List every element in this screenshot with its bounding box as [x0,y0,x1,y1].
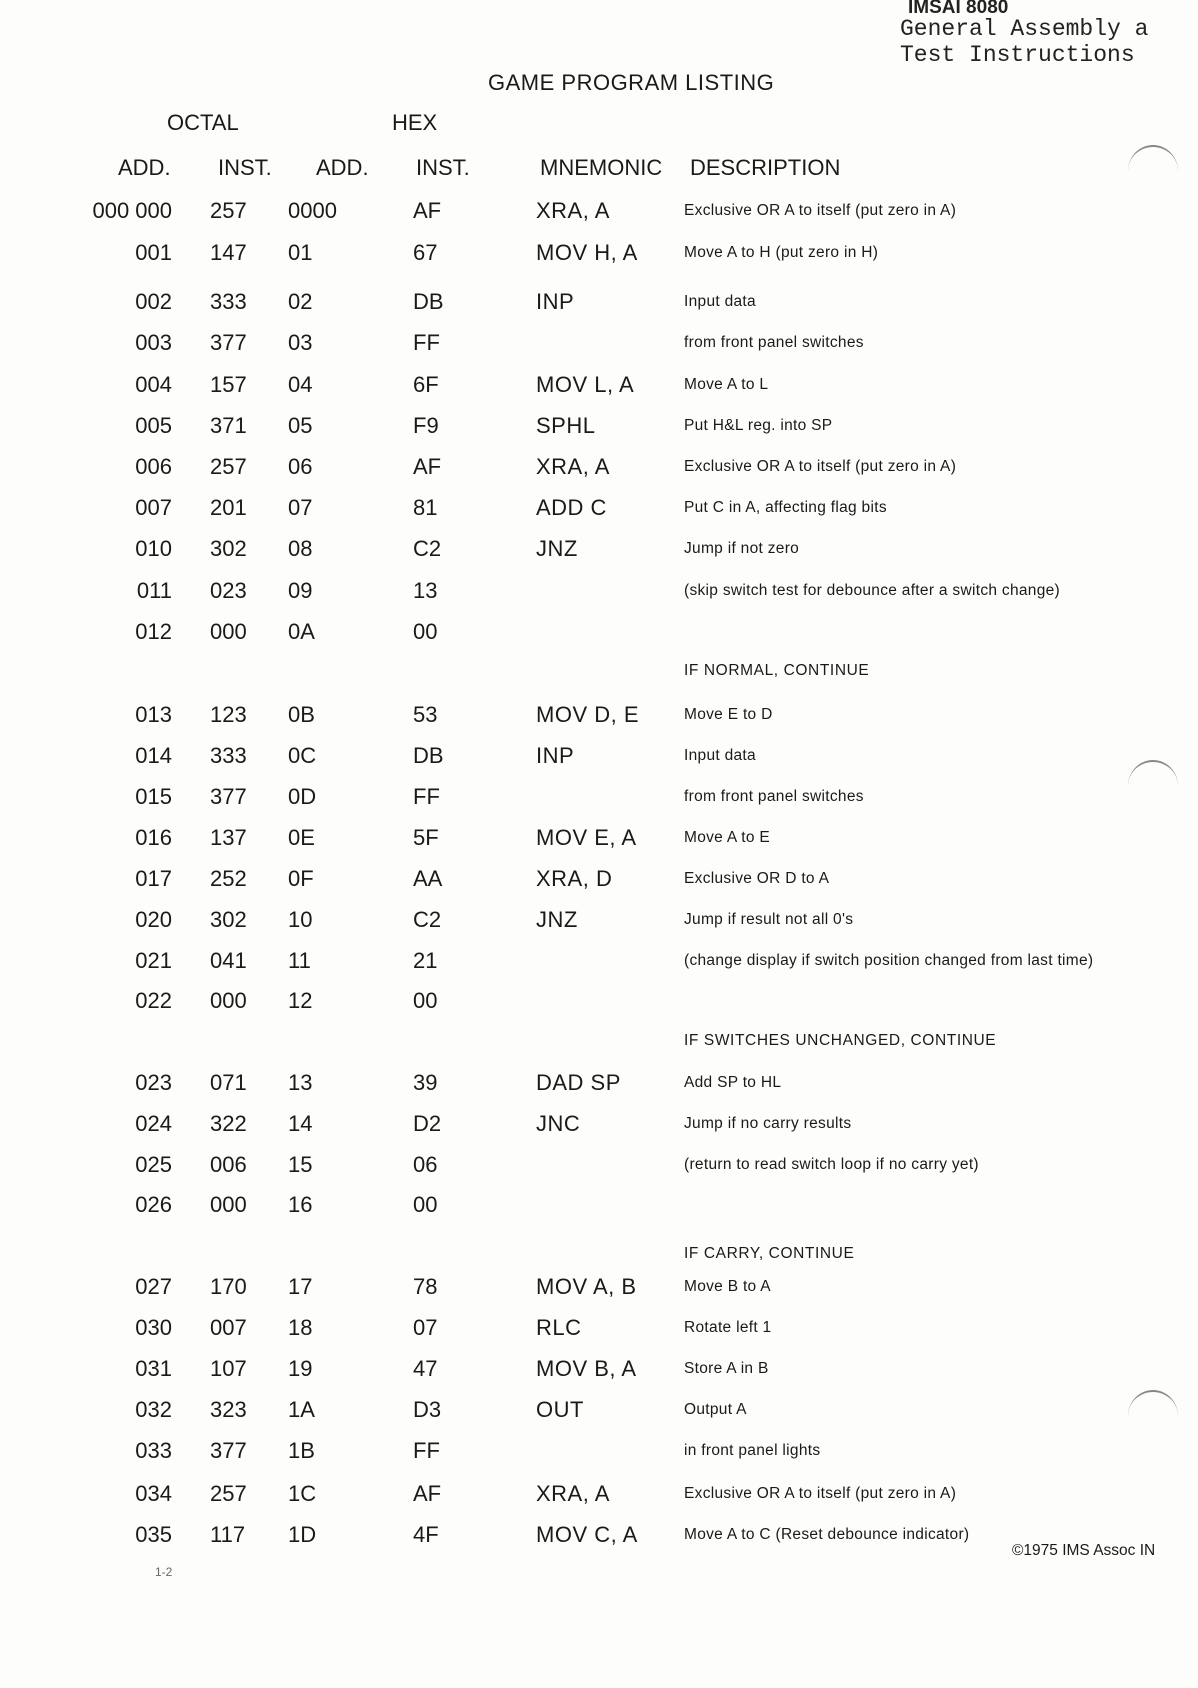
row-mnemonic: XRA, A [536,198,610,223]
row-octal-instruction: 123 [210,702,247,727]
row-mnemonic: MOV B, A [536,1356,637,1381]
note-if-unchanged: IF SWITCHES UNCHANGED, CONTINUE [684,1032,997,1049]
row-hex-instruction: 78 [413,1274,438,1299]
table-row [0,578,1198,608]
table-row [0,372,1198,402]
row-octal-instruction: 377 [210,1438,247,1463]
row-hex-instruction: 13 [413,578,438,603]
header-line-1: IMSAI 8080 [908,0,1009,18]
row-hex-instruction: 00 [413,988,438,1013]
table-row [0,1397,1198,1427]
table-row [0,1438,1198,1468]
header-line-3: Test Instructions [900,42,1135,68]
row-hex-address: 07 [288,495,313,520]
row-hex-address: 1A [288,1397,315,1422]
row-hex-instruction: 4F [413,1522,439,1547]
table-row [0,866,1198,896]
row-octal-address: 003 [135,330,172,355]
row-octal-address: 006 [135,454,172,479]
row-octal-instruction: 000 [210,988,247,1013]
col-header-octal-add: ADD. [118,155,171,180]
row-mnemonic: JNZ [536,907,578,932]
header-line-2: General Assembly a [900,16,1149,42]
row-octal-instruction: 333 [210,743,247,768]
row-hex-instruction: 39 [413,1070,438,1095]
row-octal-address: 031 [135,1356,172,1381]
row-octal-instruction: 257 [210,198,247,223]
row-hex-address: 0B [288,702,315,727]
row-description: Jump if result not all 0's [684,911,854,928]
row-octal-instruction: 302 [210,907,247,932]
row-description: from front panel switches [684,334,864,351]
table-row [0,907,1198,937]
page-title: GAME PROGRAM LISTING [488,70,775,95]
row-hex-address: 08 [288,536,313,561]
row-octal-address: 007 [135,495,172,520]
binder-hole-mark [1128,760,1178,812]
table-row [0,1152,1198,1182]
row-octal-instruction: 377 [210,330,247,355]
row-hex-address: 01 [288,240,313,265]
row-hex-instruction: F9 [413,413,439,438]
row-hex-instruction: C2 [413,907,442,932]
row-mnemonic: INP [536,743,575,768]
row-mnemonic: INP [536,289,575,314]
row-hex-address: 03 [288,330,313,355]
row-hex-address: 1D [288,1522,317,1547]
col-header-hex-add: ADD. [316,155,369,180]
table-row [0,289,1198,319]
row-description: Put H&L reg. into SP [684,417,833,434]
row-hex-address: 09 [288,578,313,603]
group-label-octal: OCTAL [167,110,239,135]
table-row [0,948,1198,978]
row-octal-address: 030 [135,1315,172,1340]
row-octal-address: 026 [135,1192,172,1217]
table-row [0,1356,1198,1386]
row-hex-instruction: FF [413,330,440,355]
page-number: 1-2 [155,1565,173,1579]
row-description: Exclusive OR A to itself (put zero in A) [684,458,957,475]
row-hex-instruction: 21 [413,948,438,973]
row-octal-instruction: 041 [210,948,247,973]
row-hex-address: 0C [288,743,317,768]
col-header-mnemonic: MNEMONIC [540,155,663,180]
note-if-carry: IF CARRY, CONTINUE [684,1245,855,1262]
table-row [0,743,1198,773]
group-label-hex: HEX [392,110,438,135]
row-octal-address: 016 [135,825,172,850]
row-octal-address: 014 [135,743,172,768]
row-octal-address: 022 [135,988,172,1013]
row-mnemonic: JNC [536,1111,581,1136]
row-octal-instruction: 023 [210,578,247,603]
row-hex-address: 05 [288,413,313,438]
table-row [0,1070,1198,1100]
binder-hole-mark [1128,1390,1178,1442]
row-description: (change display if switch position changed from last time) [684,952,1094,969]
row-octal-address: 005 [135,413,172,438]
row-octal-address: 027 [135,1274,172,1299]
row-octal-instruction: 252 [210,866,247,891]
row-octal-instruction: 147 [210,240,247,265]
row-octal-address: 020 [135,907,172,932]
row-octal-address: 015 [135,784,172,809]
row-octal-instruction: 371 [210,413,247,438]
row-hex-instruction: AF [413,454,442,479]
row-octal-address: 004 [135,372,172,397]
row-octal-address: 033 [135,1438,172,1463]
row-octal-address: 000 000 [92,198,172,223]
row-description: Move E to D [684,706,773,723]
row-hex-address: 0E [288,825,315,850]
row-hex-address: 04 [288,372,313,397]
table-row [0,495,1198,525]
row-octal-address: 001 [135,240,172,265]
row-octal-instruction: 006 [210,1152,247,1177]
row-octal-address: 021 [135,948,172,973]
table-row [0,330,1198,360]
row-octal-instruction: 201 [210,495,247,520]
table-row [0,1111,1198,1141]
col-header-octal-inst: INST. [218,155,272,180]
row-hex-address: 19 [288,1356,313,1381]
row-octal-instruction: 302 [210,536,247,561]
row-mnemonic: XRA, D [536,866,613,891]
row-hex-address: 10 [288,907,313,932]
row-octal-address: 011 [136,578,172,603]
row-hex-address: 15 [288,1152,313,1177]
row-hex-instruction: 00 [413,1192,438,1217]
row-description: Exclusive OR D to A [684,870,830,887]
binder-hole-mark [1128,145,1178,197]
row-octal-instruction: 170 [210,1274,247,1299]
row-description: (skip switch test for debounce after a switch change) [684,582,1061,599]
row-octal-address: 012 [135,619,172,644]
row-hex-instruction: 06 [413,1152,438,1177]
row-octal-instruction: 007 [210,1315,247,1340]
row-octal-address: 017 [135,866,172,891]
row-description: Add SP to HL [684,1074,782,1091]
row-description: Output A [684,1401,747,1418]
row-hex-address: 18 [288,1315,313,1340]
row-description: Move A to C (Reset debounce indicator) [684,1526,970,1543]
row-octal-address: 002 [135,289,172,314]
row-mnemonic: OUT [536,1397,584,1422]
row-hex-instruction: D2 [413,1111,442,1136]
document-header [900,0,1190,68]
row-hex-address: 13 [288,1070,313,1095]
row-hex-instruction: 5F [413,825,439,850]
row-description: Input data [684,747,756,764]
row-hex-address: 06 [288,454,313,479]
row-octal-address: 025 [135,1152,172,1177]
row-octal-instruction: 323 [210,1397,247,1422]
row-description: Store A in B [684,1360,769,1377]
row-mnemonic: SPHL [536,413,596,438]
table-row [0,988,1198,1018]
row-octal-instruction: 257 [210,1481,247,1506]
row-mnemonic: MOV A, B [536,1274,637,1299]
table-row [0,240,1198,270]
table-row [0,784,1198,814]
table-row [0,619,1198,649]
table-row [0,536,1198,566]
row-octal-address: 023 [135,1070,172,1095]
row-description: Move A to H (put zero in H) [684,244,879,261]
row-hex-instruction: FF [413,1438,440,1463]
row-hex-instruction: 67 [413,240,438,265]
row-mnemonic: RLC [536,1315,582,1340]
row-hex-address: 11 [288,948,311,973]
row-hex-instruction: C2 [413,536,442,561]
row-octal-instruction: 322 [210,1111,247,1136]
row-description: Rotate left 1 [684,1319,772,1336]
row-hex-instruction: FF [413,784,440,809]
row-hex-instruction: AF [413,1481,442,1506]
row-hex-instruction: AA [413,866,443,891]
row-hex-address: 16 [288,1192,313,1217]
row-hex-instruction: DB [413,289,444,314]
table-row [0,1192,1198,1222]
row-hex-address: 12 [288,988,313,1013]
col-header-description: DESCRIPTION [690,155,841,180]
row-description: Jump if not zero [684,540,800,557]
row-description: Input data [684,293,756,310]
row-octal-address: 034 [135,1481,172,1506]
row-description: from front panel switches [684,788,864,805]
row-hex-address: 02 [288,289,313,314]
table-row [0,1481,1198,1511]
row-mnemonic: MOV D, E [536,702,640,727]
row-mnemonic: ADD C [536,495,607,520]
table-row [0,413,1198,443]
table-row [0,702,1198,732]
row-mnemonic: MOV H, A [536,240,638,265]
row-hex-instruction: 81 [413,495,438,520]
table-row [0,198,1198,228]
row-octal-address: 035 [135,1522,172,1547]
row-hex-address: 14 [288,1111,313,1136]
table-row [0,825,1198,855]
row-octal-instruction: 157 [210,372,247,397]
row-octal-address: 010 [135,536,172,561]
row-description: Move A to E [684,829,771,846]
row-hex-instruction: D3 [413,1397,442,1422]
row-octal-address: 024 [135,1111,172,1136]
copyright-notice: ©1975 IMS Assoc IN [1012,1542,1156,1559]
row-hex-address: 0F [288,866,314,891]
row-hex-address: 17 [288,1274,313,1299]
row-hex-instruction: 00 [413,619,438,644]
row-octal-instruction: 107 [210,1356,247,1381]
row-octal-instruction: 000 [210,619,247,644]
table-row [0,454,1198,484]
row-octal-address: 032 [135,1397,172,1422]
row-octal-instruction: 000 [210,1192,247,1217]
row-hex-instruction: 6F [413,372,439,397]
row-octal-address: 013 [135,702,172,727]
col-header-hex-inst: INST. [416,155,470,180]
row-mnemonic: DAD SP [536,1070,621,1095]
row-description: Exclusive OR A to itself (put zero in A) [684,202,957,219]
row-hex-instruction: 47 [413,1356,438,1381]
row-description: (return to read switch loop if no carry yet) [684,1156,979,1173]
row-octal-instruction: 257 [210,454,247,479]
row-description: Jump if no carry results [684,1115,852,1132]
row-description: Move A to L [684,376,769,393]
row-mnemonic: MOV L, A [536,372,635,397]
row-hex-address: 1C [288,1481,317,1506]
table-row [0,1315,1198,1345]
row-octal-instruction: 137 [210,825,247,850]
row-description: Move B to A [684,1278,771,1295]
row-mnemonic: XRA, A [536,1481,610,1506]
row-description: Exclusive OR A to itself (put zero in A) [684,1485,957,1502]
row-hex-instruction: 53 [413,702,438,727]
row-hex-address: 0000 [288,198,337,223]
table-row [0,1274,1198,1304]
row-hex-address: 0A [288,619,315,644]
row-mnemonic: MOV C, A [536,1522,638,1547]
row-octal-instruction: 117 [210,1522,246,1547]
row-octal-instruction: 333 [210,289,247,314]
row-mnemonic: MOV E, A [536,825,637,850]
row-hex-address: 1B [288,1438,315,1463]
note-if-normal: IF NORMAL, CONTINUE [684,662,870,679]
row-description: Put C in A, affecting flag bits [684,499,887,516]
row-hex-instruction: 07 [413,1315,438,1340]
row-mnemonic: XRA, A [536,454,610,479]
row-mnemonic: JNZ [536,536,578,561]
row-hex-instruction: DB [413,743,444,768]
row-octal-instruction: 071 [210,1070,247,1095]
row-hex-instruction: AF [413,198,442,223]
row-description: in front panel lights [684,1442,821,1459]
row-hex-address: 0D [288,784,317,809]
row-octal-instruction: 377 [210,784,247,809]
